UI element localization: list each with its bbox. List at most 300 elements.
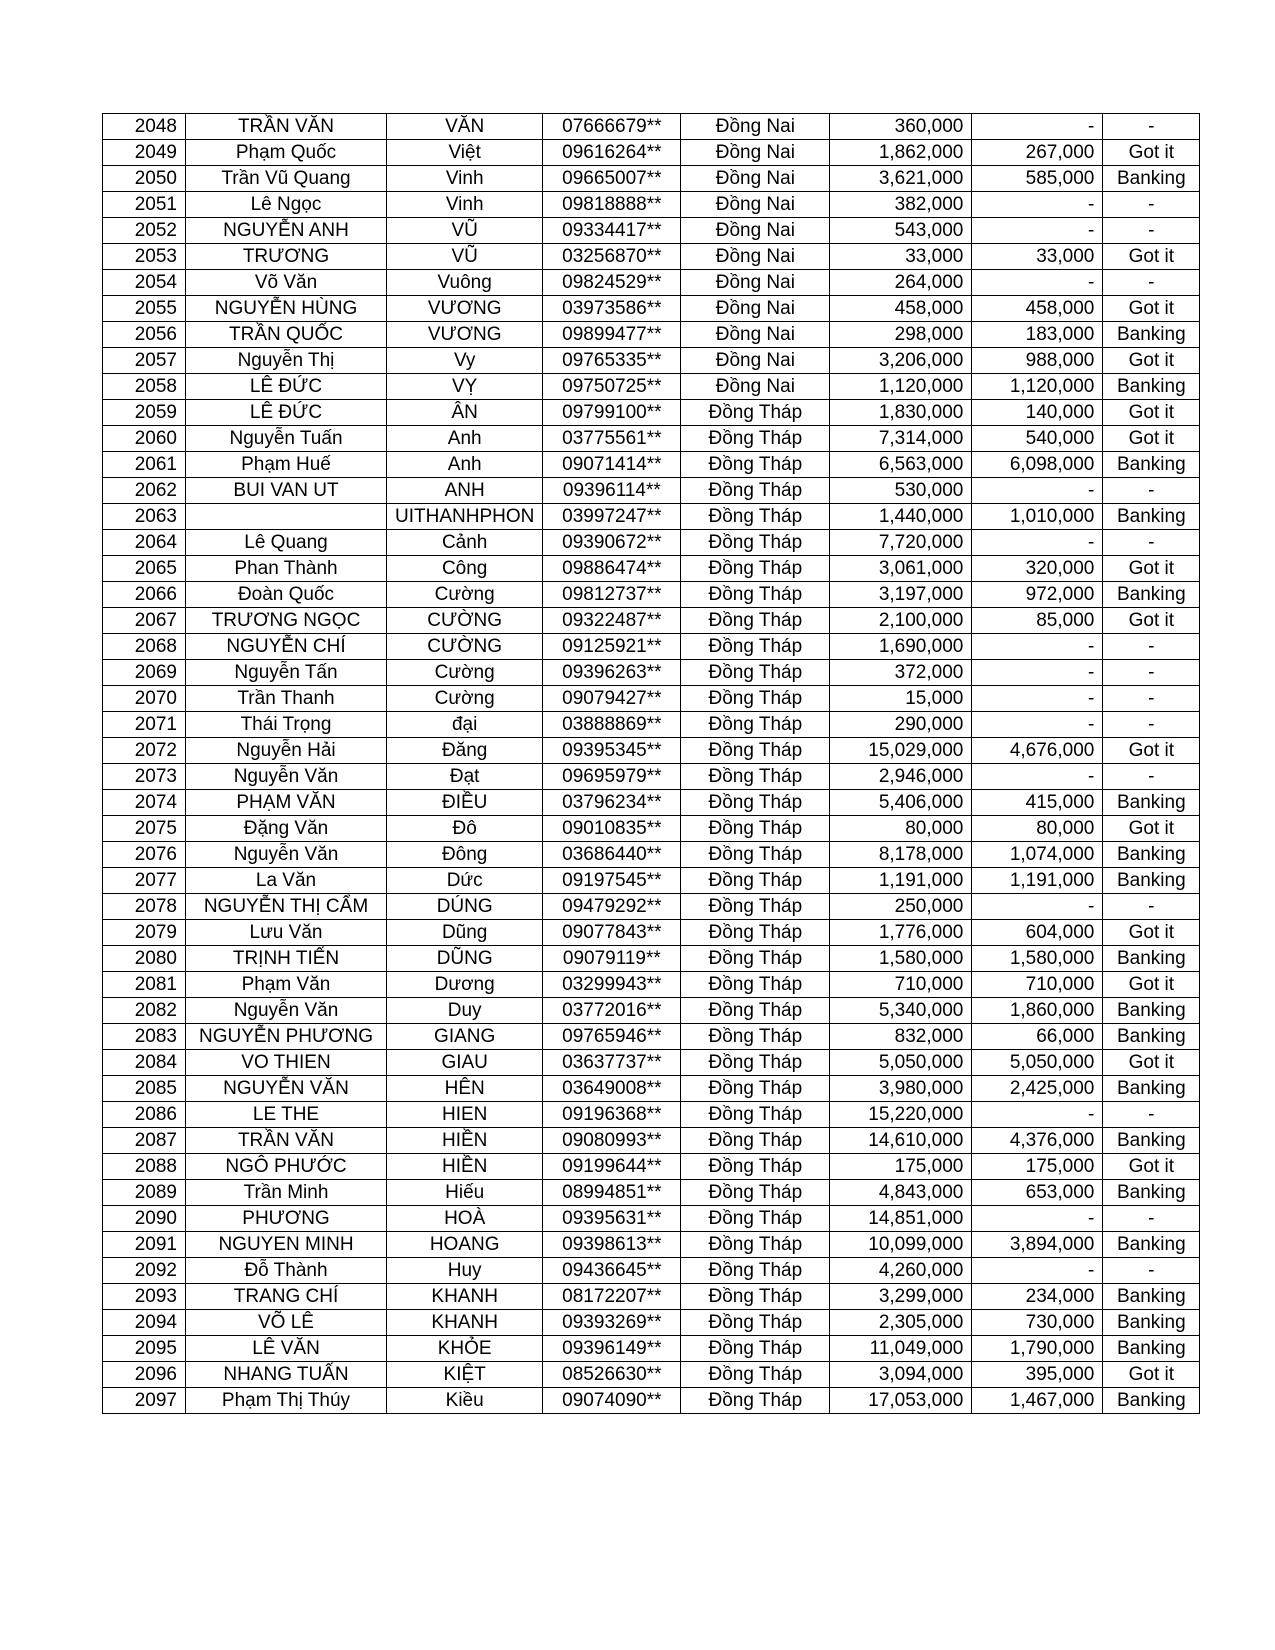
table-row: [103, 166, 1200, 192]
row-id-cell: 2063: [103, 504, 186, 530]
row-id-cell: 2080: [103, 946, 186, 972]
amount-cell: 33,000: [830, 244, 972, 270]
payment-method-cell: -: [1103, 114, 1200, 140]
row-id-cell: 2052: [103, 218, 186, 244]
paid-amount-cell: 5,050,000: [972, 1050, 1103, 1076]
first-name-cell: Đô: [387, 816, 543, 842]
first-name-cell: VỴ: [387, 374, 543, 400]
amount-cell: 1,440,000: [830, 504, 972, 530]
phone-cell: 09077843**: [543, 920, 681, 946]
payment-method-cell: -: [1103, 634, 1200, 660]
row-id-cell: 2056: [103, 322, 186, 348]
table-row: [103, 1362, 1200, 1388]
table-row: [103, 1284, 1200, 1310]
province-cell: Đồng Nai: [681, 270, 830, 296]
payment-method-cell: -: [1103, 894, 1200, 920]
row-id-cell: 2077: [103, 868, 186, 894]
phone-cell: 03796234**: [543, 790, 681, 816]
first-name-cell: Dũng: [387, 920, 543, 946]
payment-method-cell: -: [1103, 712, 1200, 738]
row-id-cell: 2083: [103, 1024, 186, 1050]
phone-cell: 09695979**: [543, 764, 681, 790]
paid-amount-cell: 4,376,000: [972, 1128, 1103, 1154]
first-name-cell: ÂN: [387, 400, 543, 426]
province-cell: Đồng Nai: [681, 218, 830, 244]
last-name-cell: Trần Vũ Quang: [186, 166, 387, 192]
province-cell: Đồng Tháp: [681, 1024, 830, 1050]
province-cell: Đồng Tháp: [681, 738, 830, 764]
first-name-cell: đại: [387, 712, 543, 738]
first-name-cell: ĐIỀU: [387, 790, 543, 816]
paid-amount-cell: 415,000: [972, 790, 1103, 816]
first-name-cell: VŨ: [387, 244, 543, 270]
table-row: [103, 1206, 1200, 1232]
amount-cell: 1,690,000: [830, 634, 972, 660]
phone-cell: 09395345**: [543, 738, 681, 764]
payment-method-cell: Banking: [1103, 452, 1200, 478]
amount-cell: 7,720,000: [830, 530, 972, 556]
paid-amount-cell: -: [972, 1102, 1103, 1128]
first-name-cell: Duy: [387, 998, 543, 1024]
table-row: [103, 738, 1200, 764]
row-id-cell: 2065: [103, 556, 186, 582]
table-row: [103, 400, 1200, 426]
province-cell: Đồng Tháp: [681, 478, 830, 504]
table-row: [103, 634, 1200, 660]
last-name-cell: Nguyễn Tuấn: [186, 426, 387, 452]
row-id-cell: 2066: [103, 582, 186, 608]
province-cell: Đồng Tháp: [681, 1206, 830, 1232]
last-name-cell: Thái Trọng: [186, 712, 387, 738]
last-name-cell: LÊ VĂN: [186, 1336, 387, 1362]
province-cell: Đồng Tháp: [681, 868, 830, 894]
table-row: [103, 816, 1200, 842]
last-name-cell: NGUYỄN THỊ CẨM: [186, 894, 387, 920]
first-name-cell: HIEN: [387, 1102, 543, 1128]
row-id-cell: 2086: [103, 1102, 186, 1128]
first-name-cell: Huy: [387, 1258, 543, 1284]
amount-cell: 11,049,000: [830, 1336, 972, 1362]
first-name-cell: DŨNG: [387, 946, 543, 972]
phone-cell: 09799100**: [543, 400, 681, 426]
phone-cell: 09479292**: [543, 894, 681, 920]
first-name-cell: Việt: [387, 140, 543, 166]
paid-amount-cell: -: [972, 478, 1103, 504]
row-id-cell: 2091: [103, 1232, 186, 1258]
amount-cell: 3,980,000: [830, 1076, 972, 1102]
first-name-cell: Anh: [387, 426, 543, 452]
payment-method-cell: -: [1103, 270, 1200, 296]
table-row: [103, 582, 1200, 608]
phone-cell: 03772016**: [543, 998, 681, 1024]
province-cell: Đồng Tháp: [681, 426, 830, 452]
table-row: [103, 322, 1200, 348]
row-id-cell: 2093: [103, 1284, 186, 1310]
last-name-cell: TRẦN VĂN: [186, 1128, 387, 1154]
province-cell: Đồng Tháp: [681, 1284, 830, 1310]
phone-cell: 08526630**: [543, 1362, 681, 1388]
paid-amount-cell: 183,000: [972, 322, 1103, 348]
paid-amount-cell: 1,074,000: [972, 842, 1103, 868]
paid-amount-cell: 988,000: [972, 348, 1103, 374]
phone-cell: 09886474**: [543, 556, 681, 582]
table-row: [103, 764, 1200, 790]
province-cell: Đồng Tháp: [681, 764, 830, 790]
payment-method-cell: -: [1103, 192, 1200, 218]
row-id-cell: 2094: [103, 1310, 186, 1336]
phone-cell: 09334417**: [543, 218, 681, 244]
row-id-cell: 2049: [103, 140, 186, 166]
last-name-cell: Phan Thành: [186, 556, 387, 582]
province-cell: Đồng Tháp: [681, 920, 830, 946]
amount-cell: 372,000: [830, 660, 972, 686]
last-name-cell: Lê Ngọc: [186, 192, 387, 218]
phone-cell: 09074090**: [543, 1388, 681, 1414]
payment-method-cell: Banking: [1103, 946, 1200, 972]
payment-method-cell: -: [1103, 660, 1200, 686]
payment-method-cell: Banking: [1103, 322, 1200, 348]
paid-amount-cell: 66,000: [972, 1024, 1103, 1050]
row-id-cell: 2079: [103, 920, 186, 946]
row-id-cell: 2075: [103, 816, 186, 842]
phone-cell: 09396149**: [543, 1336, 681, 1362]
last-name-cell: Nguyễn Văn: [186, 764, 387, 790]
amount-cell: 2,100,000: [830, 608, 972, 634]
amount-cell: 6,563,000: [830, 452, 972, 478]
province-cell: Đồng Tháp: [681, 1076, 830, 1102]
last-name-cell: Nguyễn Văn: [186, 998, 387, 1024]
phone-cell: 09436645**: [543, 1258, 681, 1284]
last-name-cell: LE THE: [186, 1102, 387, 1128]
first-name-cell: Cường: [387, 686, 543, 712]
payment-method-cell: Got it: [1103, 738, 1200, 764]
table-row: [103, 426, 1200, 452]
province-cell: Đồng Tháp: [681, 790, 830, 816]
row-id-cell: 2048: [103, 114, 186, 140]
first-name-cell: VŨ: [387, 218, 543, 244]
payment-method-cell: -: [1103, 218, 1200, 244]
first-name-cell: VƯƠNG: [387, 322, 543, 348]
last-name-cell: PHƯƠNG: [186, 1206, 387, 1232]
table-row: [103, 192, 1200, 218]
amount-cell: 264,000: [830, 270, 972, 296]
last-name-cell: NGUYỄN PHƯƠNG: [186, 1024, 387, 1050]
province-cell: Đồng Tháp: [681, 452, 830, 478]
phone-cell: 09899477**: [543, 322, 681, 348]
phone-cell: 09812737**: [543, 582, 681, 608]
phone-cell: 09665007**: [543, 166, 681, 192]
amount-cell: 15,029,000: [830, 738, 972, 764]
paid-amount-cell: 972,000: [972, 582, 1103, 608]
amount-cell: 360,000: [830, 114, 972, 140]
province-cell: Đồng Tháp: [681, 1050, 830, 1076]
row-id-cell: 2081: [103, 972, 186, 998]
amount-cell: 15,000: [830, 686, 972, 712]
row-id-cell: 2062: [103, 478, 186, 504]
phone-cell: 08994851**: [543, 1180, 681, 1206]
last-name-cell: TRƯƠNG NGỌC: [186, 608, 387, 634]
payment-method-cell: Banking: [1103, 1284, 1200, 1310]
province-cell: Đồng Nai: [681, 296, 830, 322]
province-cell: Đồng Tháp: [681, 1154, 830, 1180]
phone-cell: 09010835**: [543, 816, 681, 842]
row-id-cell: 2087: [103, 1128, 186, 1154]
paid-amount-cell: 1,191,000: [972, 868, 1103, 894]
payment-method-cell: Got it: [1103, 608, 1200, 634]
phone-cell: 09395631**: [543, 1206, 681, 1232]
amount-cell: 5,050,000: [830, 1050, 972, 1076]
row-id-cell: 2088: [103, 1154, 186, 1180]
amount-cell: 832,000: [830, 1024, 972, 1050]
table-row: [103, 1232, 1200, 1258]
payment-method-cell: Banking: [1103, 504, 1200, 530]
first-name-cell: UITHANHPHON: [387, 504, 543, 530]
phone-cell: 09765335**: [543, 348, 681, 374]
amount-cell: 2,946,000: [830, 764, 972, 790]
phone-cell: 09197545**: [543, 868, 681, 894]
first-name-cell: Cường: [387, 582, 543, 608]
last-name-cell: NHANG TUẤN: [186, 1362, 387, 1388]
row-id-cell: 2074: [103, 790, 186, 816]
first-name-cell: Vinh: [387, 166, 543, 192]
payment-method-cell: Banking: [1103, 842, 1200, 868]
last-name-cell: Phạm Thị Thúy: [186, 1388, 387, 1414]
phone-cell: 03637737**: [543, 1050, 681, 1076]
phone-cell: 07666679**: [543, 114, 681, 140]
last-name-cell: NGÔ PHƯỚC: [186, 1154, 387, 1180]
last-name-cell: Trần Minh: [186, 1180, 387, 1206]
payment-method-cell: Banking: [1103, 374, 1200, 400]
first-name-cell: Vy: [387, 348, 543, 374]
phone-cell: 09750725**: [543, 374, 681, 400]
amount-cell: 1,580,000: [830, 946, 972, 972]
table-row: [103, 868, 1200, 894]
row-id-cell: 2078: [103, 894, 186, 920]
paid-amount-cell: 175,000: [972, 1154, 1103, 1180]
phone-cell: 09080993**: [543, 1128, 681, 1154]
first-name-cell: Hiếu: [387, 1180, 543, 1206]
province-cell: Đồng Tháp: [681, 1388, 830, 1414]
last-name-cell: Đỗ Thành: [186, 1258, 387, 1284]
amount-cell: 1,862,000: [830, 140, 972, 166]
province-cell: Đồng Nai: [681, 192, 830, 218]
province-cell: Đồng Nai: [681, 322, 830, 348]
paid-amount-cell: 320,000: [972, 556, 1103, 582]
row-id-cell: 2060: [103, 426, 186, 452]
amount-cell: 14,610,000: [830, 1128, 972, 1154]
phone-cell: 03973586**: [543, 296, 681, 322]
table-row: [103, 452, 1200, 478]
paid-amount-cell: 140,000: [972, 400, 1103, 426]
first-name-cell: KHỎE: [387, 1336, 543, 1362]
province-cell: Đồng Tháp: [681, 1310, 830, 1336]
payment-method-cell: Banking: [1103, 166, 1200, 192]
row-id-cell: 2054: [103, 270, 186, 296]
province-cell: Đồng Tháp: [681, 1336, 830, 1362]
last-name-cell: Lưu Văn: [186, 920, 387, 946]
province-cell: Đồng Tháp: [681, 1128, 830, 1154]
payment-method-cell: Got it: [1103, 140, 1200, 166]
paid-amount-cell: 458,000: [972, 296, 1103, 322]
province-cell: Đồng Tháp: [681, 1232, 830, 1258]
paid-amount-cell: 1,120,000: [972, 374, 1103, 400]
table-row: [103, 1154, 1200, 1180]
table-row: [103, 946, 1200, 972]
last-name-cell: TRẦN QUỐC: [186, 322, 387, 348]
amount-cell: 5,340,000: [830, 998, 972, 1024]
province-cell: Đồng Tháp: [681, 712, 830, 738]
row-id-cell: 2072: [103, 738, 186, 764]
table-row: [103, 1388, 1200, 1414]
table-row: [103, 920, 1200, 946]
table-row: [103, 270, 1200, 296]
payment-method-cell: Got it: [1103, 556, 1200, 582]
row-id-cell: 2070: [103, 686, 186, 712]
province-cell: Đồng Tháp: [681, 1362, 830, 1388]
amount-cell: 543,000: [830, 218, 972, 244]
amount-cell: 3,621,000: [830, 166, 972, 192]
paid-amount-cell: 2,425,000: [972, 1076, 1103, 1102]
row-id-cell: 2050: [103, 166, 186, 192]
province-cell: Đồng Tháp: [681, 608, 830, 634]
table-row: [103, 998, 1200, 1024]
phone-cell: 03686440**: [543, 842, 681, 868]
row-id-cell: 2057: [103, 348, 186, 374]
table-row: [103, 504, 1200, 530]
first-name-cell: Vinh: [387, 192, 543, 218]
first-name-cell: VĂN: [387, 114, 543, 140]
phone-cell: 09393269**: [543, 1310, 681, 1336]
amount-cell: 8,178,000: [830, 842, 972, 868]
phone-cell: 09322487**: [543, 608, 681, 634]
amount-cell: 15,220,000: [830, 1102, 972, 1128]
first-name-cell: Anh: [387, 452, 543, 478]
table-row: [103, 114, 1200, 140]
table-row: [103, 894, 1200, 920]
last-name-cell: Phạm Quốc: [186, 140, 387, 166]
payment-method-cell: Banking: [1103, 868, 1200, 894]
last-name-cell: Phạm Văn: [186, 972, 387, 998]
phone-cell: 09390672**: [543, 530, 681, 556]
phone-cell: 03649008**: [543, 1076, 681, 1102]
phone-cell: 09071414**: [543, 452, 681, 478]
paid-amount-cell: -: [972, 686, 1103, 712]
payment-method-cell: Banking: [1103, 1232, 1200, 1258]
row-id-cell: 2068: [103, 634, 186, 660]
paid-amount-cell: 80,000: [972, 816, 1103, 842]
payment-method-cell: Got it: [1103, 920, 1200, 946]
table-row: [103, 296, 1200, 322]
province-cell: Đồng Tháp: [681, 660, 830, 686]
amount-cell: 3,206,000: [830, 348, 972, 374]
paid-amount-cell: -: [972, 1206, 1103, 1232]
last-name-cell: VÕ LÊ: [186, 1310, 387, 1336]
row-id-cell: 2061: [103, 452, 186, 478]
payment-method-cell: Got it: [1103, 426, 1200, 452]
table-row: [103, 556, 1200, 582]
amount-cell: 382,000: [830, 192, 972, 218]
paid-amount-cell: 33,000: [972, 244, 1103, 270]
paid-amount-cell: 710,000: [972, 972, 1103, 998]
row-id-cell: 2067: [103, 608, 186, 634]
first-name-cell: VƯƠNG: [387, 296, 543, 322]
last-name-cell: La Văn: [186, 868, 387, 894]
last-name-cell: NGUYỄN HÙNG: [186, 296, 387, 322]
table-row: [103, 842, 1200, 868]
phone-cell: 08172207**: [543, 1284, 681, 1310]
province-cell: Đồng Nai: [681, 140, 830, 166]
paid-amount-cell: 395,000: [972, 1362, 1103, 1388]
paid-amount-cell: -: [972, 894, 1103, 920]
payment-method-cell: Got it: [1103, 1154, 1200, 1180]
last-name-cell: Trần Thanh: [186, 686, 387, 712]
last-name-cell: TRƯƠNG: [186, 244, 387, 270]
province-cell: Đồng Nai: [681, 166, 830, 192]
paid-amount-cell: 730,000: [972, 1310, 1103, 1336]
last-name-cell: BUI VAN UT: [186, 478, 387, 504]
payment-method-cell: Banking: [1103, 582, 1200, 608]
row-id-cell: 2097: [103, 1388, 186, 1414]
province-cell: Đồng Tháp: [681, 998, 830, 1024]
paid-amount-cell: 234,000: [972, 1284, 1103, 1310]
paid-amount-cell: 85,000: [972, 608, 1103, 634]
province-cell: Đồng Tháp: [681, 1258, 830, 1284]
first-name-cell: Đông: [387, 842, 543, 868]
last-name-cell: TRẦN VĂN: [186, 114, 387, 140]
payment-method-cell: Got it: [1103, 296, 1200, 322]
phone-cell: 09824529**: [543, 270, 681, 296]
row-id-cell: 2082: [103, 998, 186, 1024]
province-cell: Đồng Tháp: [681, 1102, 830, 1128]
last-name-cell: PHẠM VĂN: [186, 790, 387, 816]
amount-cell: 2,305,000: [830, 1310, 972, 1336]
table-row: [103, 1076, 1200, 1102]
last-name-cell: LÊ ĐỨC: [186, 374, 387, 400]
payment-method-cell: Banking: [1103, 1180, 1200, 1206]
payment-method-cell: Got it: [1103, 816, 1200, 842]
last-name-cell: NGUYEN MINH: [186, 1232, 387, 1258]
last-name-cell: NGUYỄN CHÍ: [186, 634, 387, 660]
paid-amount-cell: 3,894,000: [972, 1232, 1103, 1258]
amount-cell: 175,000: [830, 1154, 972, 1180]
amount-cell: 4,260,000: [830, 1258, 972, 1284]
table-row: [103, 790, 1200, 816]
payment-method-cell: Got it: [1103, 400, 1200, 426]
last-name-cell: NGUYỄN ANH: [186, 218, 387, 244]
province-cell: Đồng Tháp: [681, 842, 830, 868]
table-row: [103, 478, 1200, 504]
first-name-cell: Cảnh: [387, 530, 543, 556]
province-cell: Đồng Tháp: [681, 504, 830, 530]
paid-amount-cell: 585,000: [972, 166, 1103, 192]
table-row: [103, 1050, 1200, 1076]
phone-cell: 03888869**: [543, 712, 681, 738]
amount-cell: 1,191,000: [830, 868, 972, 894]
amount-cell: 250,000: [830, 894, 972, 920]
phone-cell: 09199644**: [543, 1154, 681, 1180]
province-cell: Đồng Tháp: [681, 1180, 830, 1206]
payment-method-cell: -: [1103, 686, 1200, 712]
paid-amount-cell: 4,676,000: [972, 738, 1103, 764]
paid-amount-cell: -: [972, 634, 1103, 660]
payment-method-cell: -: [1103, 530, 1200, 556]
paid-amount-cell: -: [972, 712, 1103, 738]
row-id-cell: 2095: [103, 1336, 186, 1362]
payment-method-cell: Banking: [1103, 790, 1200, 816]
paid-amount-cell: 267,000: [972, 140, 1103, 166]
row-id-cell: 2090: [103, 1206, 186, 1232]
province-cell: Đồng Tháp: [681, 686, 830, 712]
